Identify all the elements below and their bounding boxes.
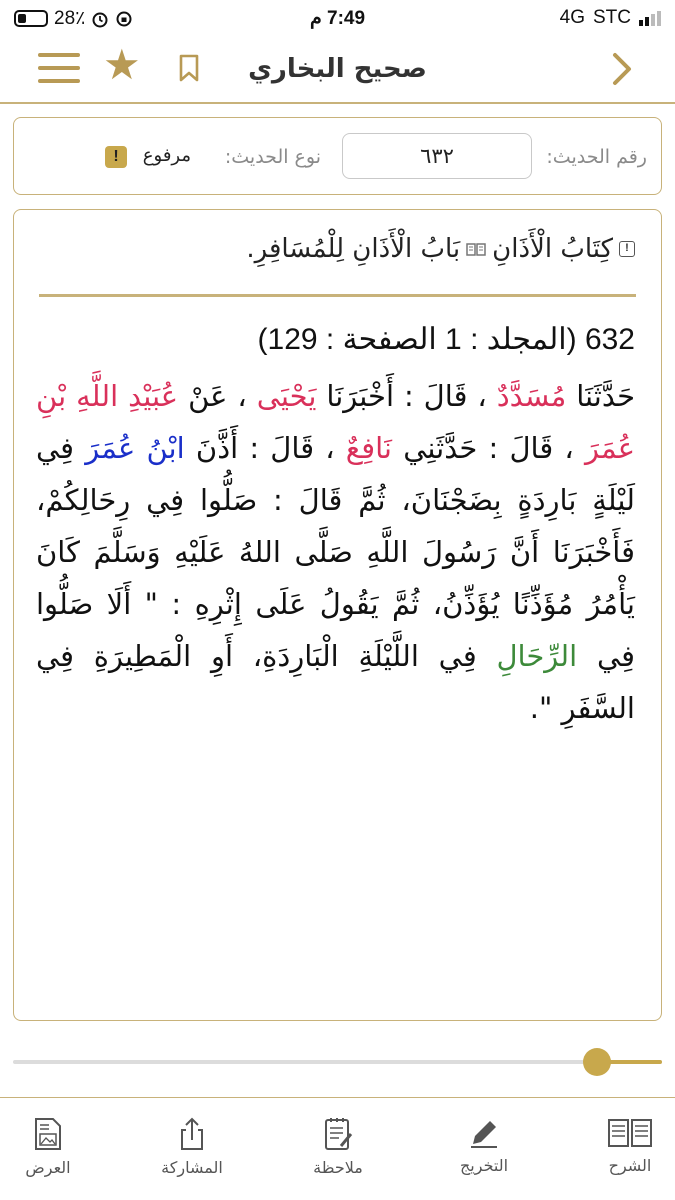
- narrator-link[interactable]: عُبَيْدِ اللَّهِ بْنِ عُمَرَ: [36, 379, 636, 465]
- star-icon[interactable]: ★: [103, 40, 141, 89]
- page-title: صحيح البخاري: [248, 54, 427, 84]
- status-right: [560, 7, 661, 29]
- status-bar: [0, 0, 675, 36]
- hadith-type-value: مرفوع: [142, 145, 191, 166]
- tool-label: الشرح: [608, 1156, 652, 1175]
- battery-percent: 28٪: [54, 8, 86, 29]
- text-segment: حَدَّثَنَا: [576, 379, 636, 413]
- hadith-number-input[interactable]: ٦٣٢: [342, 133, 532, 179]
- hadith-text: [36, 370, 635, 734]
- slider-thumb[interactable]: [583, 1048, 611, 1076]
- text-segment: ، قَالَ : حَدَّثَنِي: [403, 431, 574, 465]
- narrator-link[interactable]: مُسَدَّدٌ: [496, 379, 567, 413]
- text-segment: فِي لَيْلَةٍ بَارِدَةٍ بِضَجْنَانَ، ثُمَّ قَالَ : صَلُّوا فِي رِحَالِكُمْ، فَأَخْبَرَنَا أَنَّ رَسُولَ اللَّهِ صَلَّى اللهُ عَلَيْهِ وَسَلَّمَ كَانَ يَأْمُرُ مُؤَذِّنًا يُؤَذِّنُ، ثُمَّ يَقُولُ عَلَى إِثْرِهِ : " أَلَا صَلُّوا فِي: [36, 431, 635, 673]
- hadith-content-panel: [13, 209, 662, 1021]
- tool-share[interactable]: [142, 1116, 242, 1177]
- narrator-link[interactable]: نَافِعٌ: [345, 431, 393, 465]
- text-segment: ، عَنْ: [188, 379, 247, 413]
- pencil-icon: [467, 1116, 501, 1150]
- slider-track[interactable]: [13, 1060, 662, 1064]
- chapter-line: [34, 234, 635, 264]
- chevron-right-icon[interactable]: [611, 52, 633, 86]
- tool-label: العرض: [25, 1158, 71, 1177]
- keyword-link[interactable]: الرِّحَالِ: [496, 639, 578, 673]
- tool-explanation[interactable]: [580, 1116, 675, 1175]
- text-segment: ، قَالَ : أَخْبَرَنَا: [326, 379, 487, 413]
- bottom-toolbar: [0, 1097, 675, 1200]
- chapter-info-icon[interactable]: !: [619, 241, 635, 257]
- tool-label: المشاركة: [161, 1158, 223, 1177]
- notepad-icon: [321, 1116, 355, 1152]
- book-open-icon: [607, 1116, 653, 1150]
- signal-icon: [639, 10, 661, 26]
- tool-label: ملاحظة: [313, 1158, 363, 1177]
- network-type: 4G: [559, 7, 585, 28]
- font-size-slider[interactable]: [13, 1048, 662, 1078]
- tool-note[interactable]: [288, 1116, 388, 1177]
- text-segment: ، قَالَ : أَذَّنَ: [195, 431, 335, 465]
- tool-label: التخريج: [459, 1156, 509, 1175]
- book-title[interactable]: كِتَابُ الْأَذَانِ: [492, 234, 613, 264]
- carrier-name: STC: [593, 7, 631, 28]
- hadith-reference: 632 (المجلد : 1 الصفحة : 129): [257, 323, 635, 356]
- companion-link[interactable]: ابْنُ عُمَرَ: [85, 431, 185, 465]
- share-icon: [175, 1116, 209, 1152]
- tool-takhrij[interactable]: [434, 1116, 534, 1175]
- status-time: 7:49 م: [309, 8, 366, 29]
- tool-display[interactable]: [0, 1116, 98, 1177]
- document-image-icon: [31, 1116, 65, 1152]
- hadith-info-panel: [13, 117, 662, 195]
- narrator-link[interactable]: يَحْيَى: [256, 379, 317, 413]
- chapter-title[interactable]: بَابُ الْأَذَانِ لِلْمُسَافِرِ.: [246, 234, 461, 264]
- divider: [39, 294, 636, 297]
- book-icon: [466, 242, 486, 256]
- hadith-type-info-icon[interactable]: !: [105, 146, 127, 168]
- hadith-type-label: نوع الحديث:: [224, 146, 321, 168]
- text-segment: فِي اللَّيْلَةِ الْبَارِدَةِ، أَوِ الْمَطِيرَةِ فِي السَّفَرِ ".: [36, 639, 635, 725]
- app-header: [0, 36, 675, 104]
- hadith-number-label: رقم الحديث:: [546, 146, 647, 168]
